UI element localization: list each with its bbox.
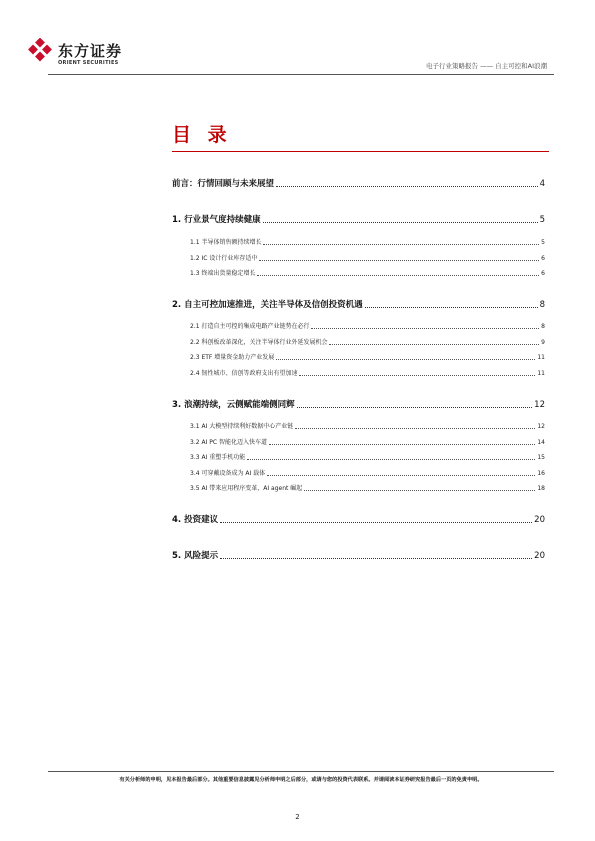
toc-entry-title: 4. 投资建议: [172, 515, 219, 525]
toc-entry-title: 2.3 ETF 增量资金助力产业发展: [190, 354, 275, 361]
toc-dot-leader: [299, 375, 535, 376]
toc-section-entry[interactable]: [172, 177, 545, 189]
toc-dot-leader: [263, 222, 538, 223]
toc-dot-leader: [257, 275, 539, 276]
orient-securities-logo-icon: [28, 38, 52, 62]
header-divider: [48, 74, 554, 75]
toc-section-entry[interactable]: [172, 513, 545, 525]
toc-section-entry[interactable]: [172, 298, 545, 310]
toc-entry-title: 2. 自主可控加速推进，关注半导体及信创投资机遇: [172, 300, 363, 310]
toc-entry-title: 2.1 打造自主可控的集成电路产业链势在必行: [190, 323, 310, 330]
toc-entry-title: 2.2 科创板改革深化，关注半导体行业外延发展机会: [190, 339, 328, 346]
toc-entry-page: 12: [537, 423, 545, 430]
toc-entry-title: 1.3 终端出货量稳定增长: [190, 270, 256, 277]
toc-entry-title: 3.1 AI 大模型持续利好数据中心产业链: [190, 423, 294, 430]
toc-subsection-entry[interactable]: [190, 437, 545, 446]
toc-entry-page: 8: [539, 300, 545, 310]
toc-entry-page: 5: [539, 215, 545, 225]
toc-subsection-entry[interactable]: [190, 237, 545, 246]
toc-dot-leader: [267, 475, 535, 476]
toc-section-entry[interactable]: [172, 398, 545, 410]
toc-dot-leader: [247, 459, 535, 460]
toc-entry-page: 18: [537, 485, 545, 492]
page-number: 2: [295, 813, 300, 821]
toc-dot-leader: [276, 186, 538, 187]
toc-entry-page: 16: [537, 470, 545, 477]
toc-subsection-entry[interactable]: [190, 368, 545, 377]
toc-dot-leader: [220, 522, 532, 523]
toc-entry-page: 14: [537, 439, 545, 446]
toc-heading: 目 录: [172, 124, 232, 146]
toc-subsection-entry[interactable]: [190, 268, 545, 277]
toc-subsection-entry[interactable]: [190, 253, 545, 262]
toc-entry-title: 1.1 半导体销售额持续增长: [190, 239, 262, 246]
toc-subsection-entry[interactable]: [190, 483, 545, 492]
toc-entry-page: 20: [534, 551, 545, 561]
toc-subsection-entry[interactable]: [190, 321, 545, 330]
toc-entry-title: 前言：行情回顾与未来展望: [172, 179, 275, 189]
toc-entry-title: 3.3 AI 重塑手机功能: [190, 454, 246, 461]
page-header: [0, 0, 595, 80]
toc-subsection-entry[interactable]: [190, 468, 545, 477]
toc-subsection-entry[interactable]: [190, 337, 545, 346]
toc-entry-title: 3.5 AI 带来应用程序变革，AI agent 崛起: [190, 485, 303, 492]
toc-section-entry[interactable]: [172, 213, 545, 225]
toc-entry-page: 5: [541, 239, 545, 246]
toc-entry-page: 9: [541, 339, 545, 346]
toc-entry-title: 3. 浪潮持续，云侧赋能端侧同辉: [172, 400, 295, 410]
toc-entry-page: 6: [541, 255, 545, 262]
toc-entry-page: 20: [534, 515, 545, 525]
toc-dot-leader: [311, 328, 539, 329]
brand-name-en: ORIENT SECURITIES: [58, 60, 119, 66]
toc-entry-title: 2.4 韧性城市、信创等政府支出有望加速: [190, 370, 298, 377]
toc-dot-leader: [220, 558, 532, 559]
toc-entry-page: 11: [537, 354, 545, 361]
toc-dot-leader: [269, 444, 535, 445]
toc-heading-divider: [172, 151, 549, 152]
toc-dot-leader: [304, 490, 535, 491]
toc-dot-leader: [329, 344, 539, 345]
toc-entry-title: 1. 行业景气度持续健康: [172, 215, 261, 225]
toc-entry-title: 5. 风险提示: [172, 551, 219, 561]
toc-section-entry[interactable]: [172, 549, 545, 561]
toc-entry-page: 8: [541, 323, 545, 330]
toc-dot-leader: [263, 244, 539, 245]
toc-subsection-entry[interactable]: [190, 421, 545, 430]
toc-entry-title: 3.4 可穿戴设备成为 AI 载体: [190, 470, 266, 477]
toc-subsection-entry[interactable]: [190, 352, 545, 361]
toc-entry-page: 6: [541, 270, 545, 277]
toc-dot-leader: [295, 428, 535, 429]
toc-dot-leader: [365, 307, 538, 308]
toc-entry-title: 3.2 AI PC 智能化迈入快车道: [190, 439, 267, 446]
footer-divider: [48, 771, 554, 772]
toc-dot-leader: [276, 359, 535, 360]
footer-disclaimer: 有关分析师的申明，见本报告最后部分。其他重要信息披露见分析师申明之后部分，或请与您的投资代表联系。并请阅读本证券研究报告最后一页的免责申明。: [119, 777, 483, 783]
brand-name-cn: 东方证券: [58, 42, 123, 60]
report-title: 电子行业策略报告 —— 自主可控和AI浪潮: [426, 62, 547, 70]
toc-dot-leader: [297, 407, 533, 408]
toc-entry-page: 4: [539, 179, 545, 189]
toc-entry-page: 12: [534, 400, 545, 410]
toc-entry-title: 1.2 IC 设计行业库存适中: [190, 255, 258, 262]
toc-entry-page: 15: [537, 454, 545, 461]
toc-subsection-entry[interactable]: [190, 452, 545, 461]
toc-dot-leader: [259, 260, 539, 261]
toc-entry-page: 11: [537, 370, 545, 377]
